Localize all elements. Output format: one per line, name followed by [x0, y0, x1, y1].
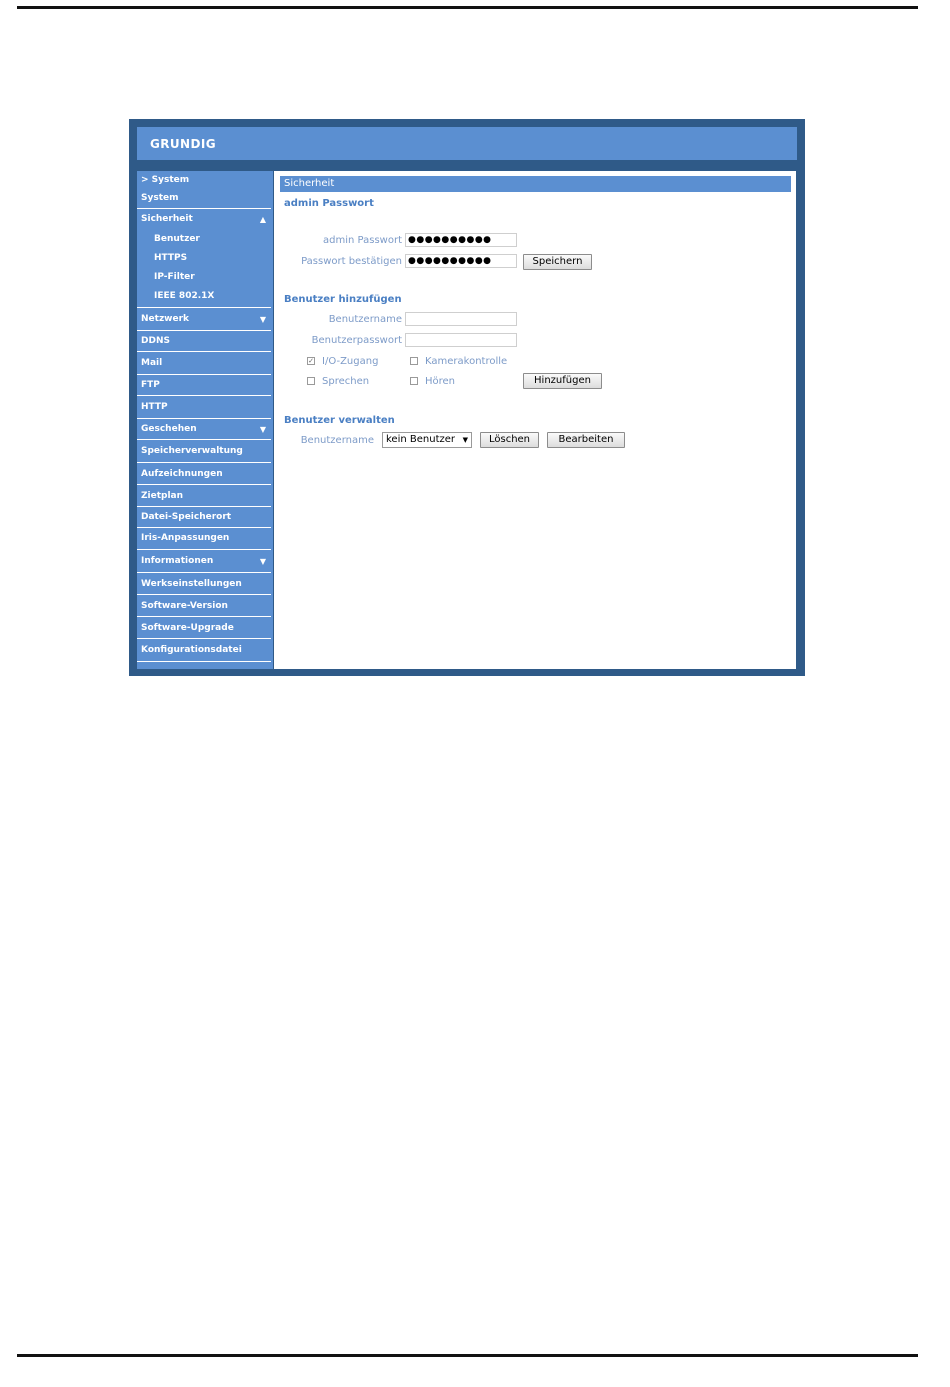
confirm-password-label: Passwort bestätigen — [301, 256, 402, 267]
chevron-down-icon: ▼ — [259, 315, 266, 324]
chevron-down-icon: ▼ — [259, 557, 266, 566]
sidebar-item-datei-speicherort[interactable]: Datei-Speicherort — [137, 507, 271, 528]
sidebar-item-geschehen[interactable]: Geschehen ▼ — [137, 419, 271, 440]
sidebar-item-http[interactable]: HTTP — [137, 396, 271, 419]
io-access-checkbox[interactable]: ✓ — [308, 357, 314, 365]
bottom-rule — [17, 1354, 918, 1357]
header-bar — [137, 127, 797, 160]
top-rule — [17, 6, 918, 9]
listen-label: Hören — [425, 376, 456, 387]
sidebar-item-ddns[interactable]: DDNS — [137, 331, 271, 352]
chevron-up-icon: ▲ — [259, 215, 266, 224]
sidebar-item-software-upgrade[interactable]: Software-Upgrade — [137, 617, 271, 639]
io-access-label: I/O-Zugang — [322, 356, 379, 367]
sidebar-item-netzwerk[interactable]: Netzwerk ▼ — [137, 308, 271, 331]
chevron-down-icon: ▼ — [259, 425, 266, 434]
edit-user-button[interactable]: Bearbeiten — [547, 432, 625, 448]
main-content — [274, 171, 796, 669]
sidebar-item-konfigurationsdatei[interactable]: Konfigurationsdatei — [137, 639, 271, 662]
admin-password-label: admin Passwort — [323, 235, 402, 246]
admin-password-input[interactable]: ●●●●●●●●●● — [405, 233, 517, 247]
sidebar-item-zietplan[interactable]: Zietplan — [137, 485, 271, 507]
manage-users-heading: Benutzer verwalten — [284, 415, 395, 426]
admin-password-heading: admin Passwort — [284, 198, 374, 209]
dropdown-arrow-icon: ▼ — [462, 436, 468, 444]
sidebar-item-ip-filter[interactable]: IP-Filter — [154, 272, 195, 282]
speak-checkbox[interactable] — [307, 377, 315, 385]
speak-label: Sprechen — [322, 376, 370, 387]
camera-web-ui — [129, 119, 805, 676]
save-button[interactable]: Speichern — [523, 254, 592, 270]
sidebar — [137, 171, 273, 669]
sidebar-item-software-version[interactable]: Software-Version — [137, 595, 271, 617]
username-input[interactable] — [405, 312, 517, 326]
delete-user-button[interactable]: Löschen — [480, 432, 539, 448]
sidebar-item-https[interactable]: HTTPS — [154, 253, 188, 263]
username-label: Benutzername — [328, 314, 402, 325]
sidebar-item-ftp[interactable]: FTP — [137, 375, 271, 396]
sidebar-item-system[interactable]: System — [137, 189, 271, 209]
camera-control-checkbox[interactable] — [410, 357, 418, 365]
sidebar-item-ieee-8021x[interactable]: IEEE 802.1X — [137, 287, 271, 308]
sidebar-item-speicherverwaltung[interactable]: Speicherverwaltung — [137, 440, 271, 463]
sidebar-item-werkseinstellungen[interactable]: Werkseinstellungen — [137, 573, 271, 595]
add-user-button[interactable]: Hinzufügen — [523, 373, 602, 389]
sidebar-item-sicherheit[interactable]: Sicherheit ▲ — [137, 209, 271, 230]
sidebar-item-benutzer[interactable]: Benutzer — [154, 234, 200, 244]
user-password-input[interactable] — [405, 333, 517, 347]
add-user-heading: Benutzer hinzufügen — [284, 294, 402, 305]
breadcrumb: > System — [141, 175, 190, 185]
user-password-label: Benutzerpasswort — [311, 335, 402, 346]
page-title: Sicherheit — [280, 176, 791, 192]
sidebar-item-iris-anpassungen[interactable]: Iris-Anpassungen — [137, 528, 271, 550]
sidebar-item-aufzeichnungen[interactable]: Aufzeichnungen — [137, 463, 271, 485]
user-select[interactable]: kein Benutzer ▼ — [382, 432, 472, 448]
manage-username-label: Benutzername — [300, 435, 374, 446]
listen-checkbox[interactable] — [410, 377, 418, 385]
sidebar-item-informationen[interactable]: Informationen ▼ — [137, 550, 271, 573]
grundig-logo: GRUNDIG — [150, 137, 216, 151]
confirm-password-input[interactable]: ●●●●●●●●●● — [405, 254, 517, 268]
sidebar-item-mail[interactable]: Mail — [137, 352, 271, 375]
camera-control-label: Kamerakontrolle — [425, 356, 508, 367]
